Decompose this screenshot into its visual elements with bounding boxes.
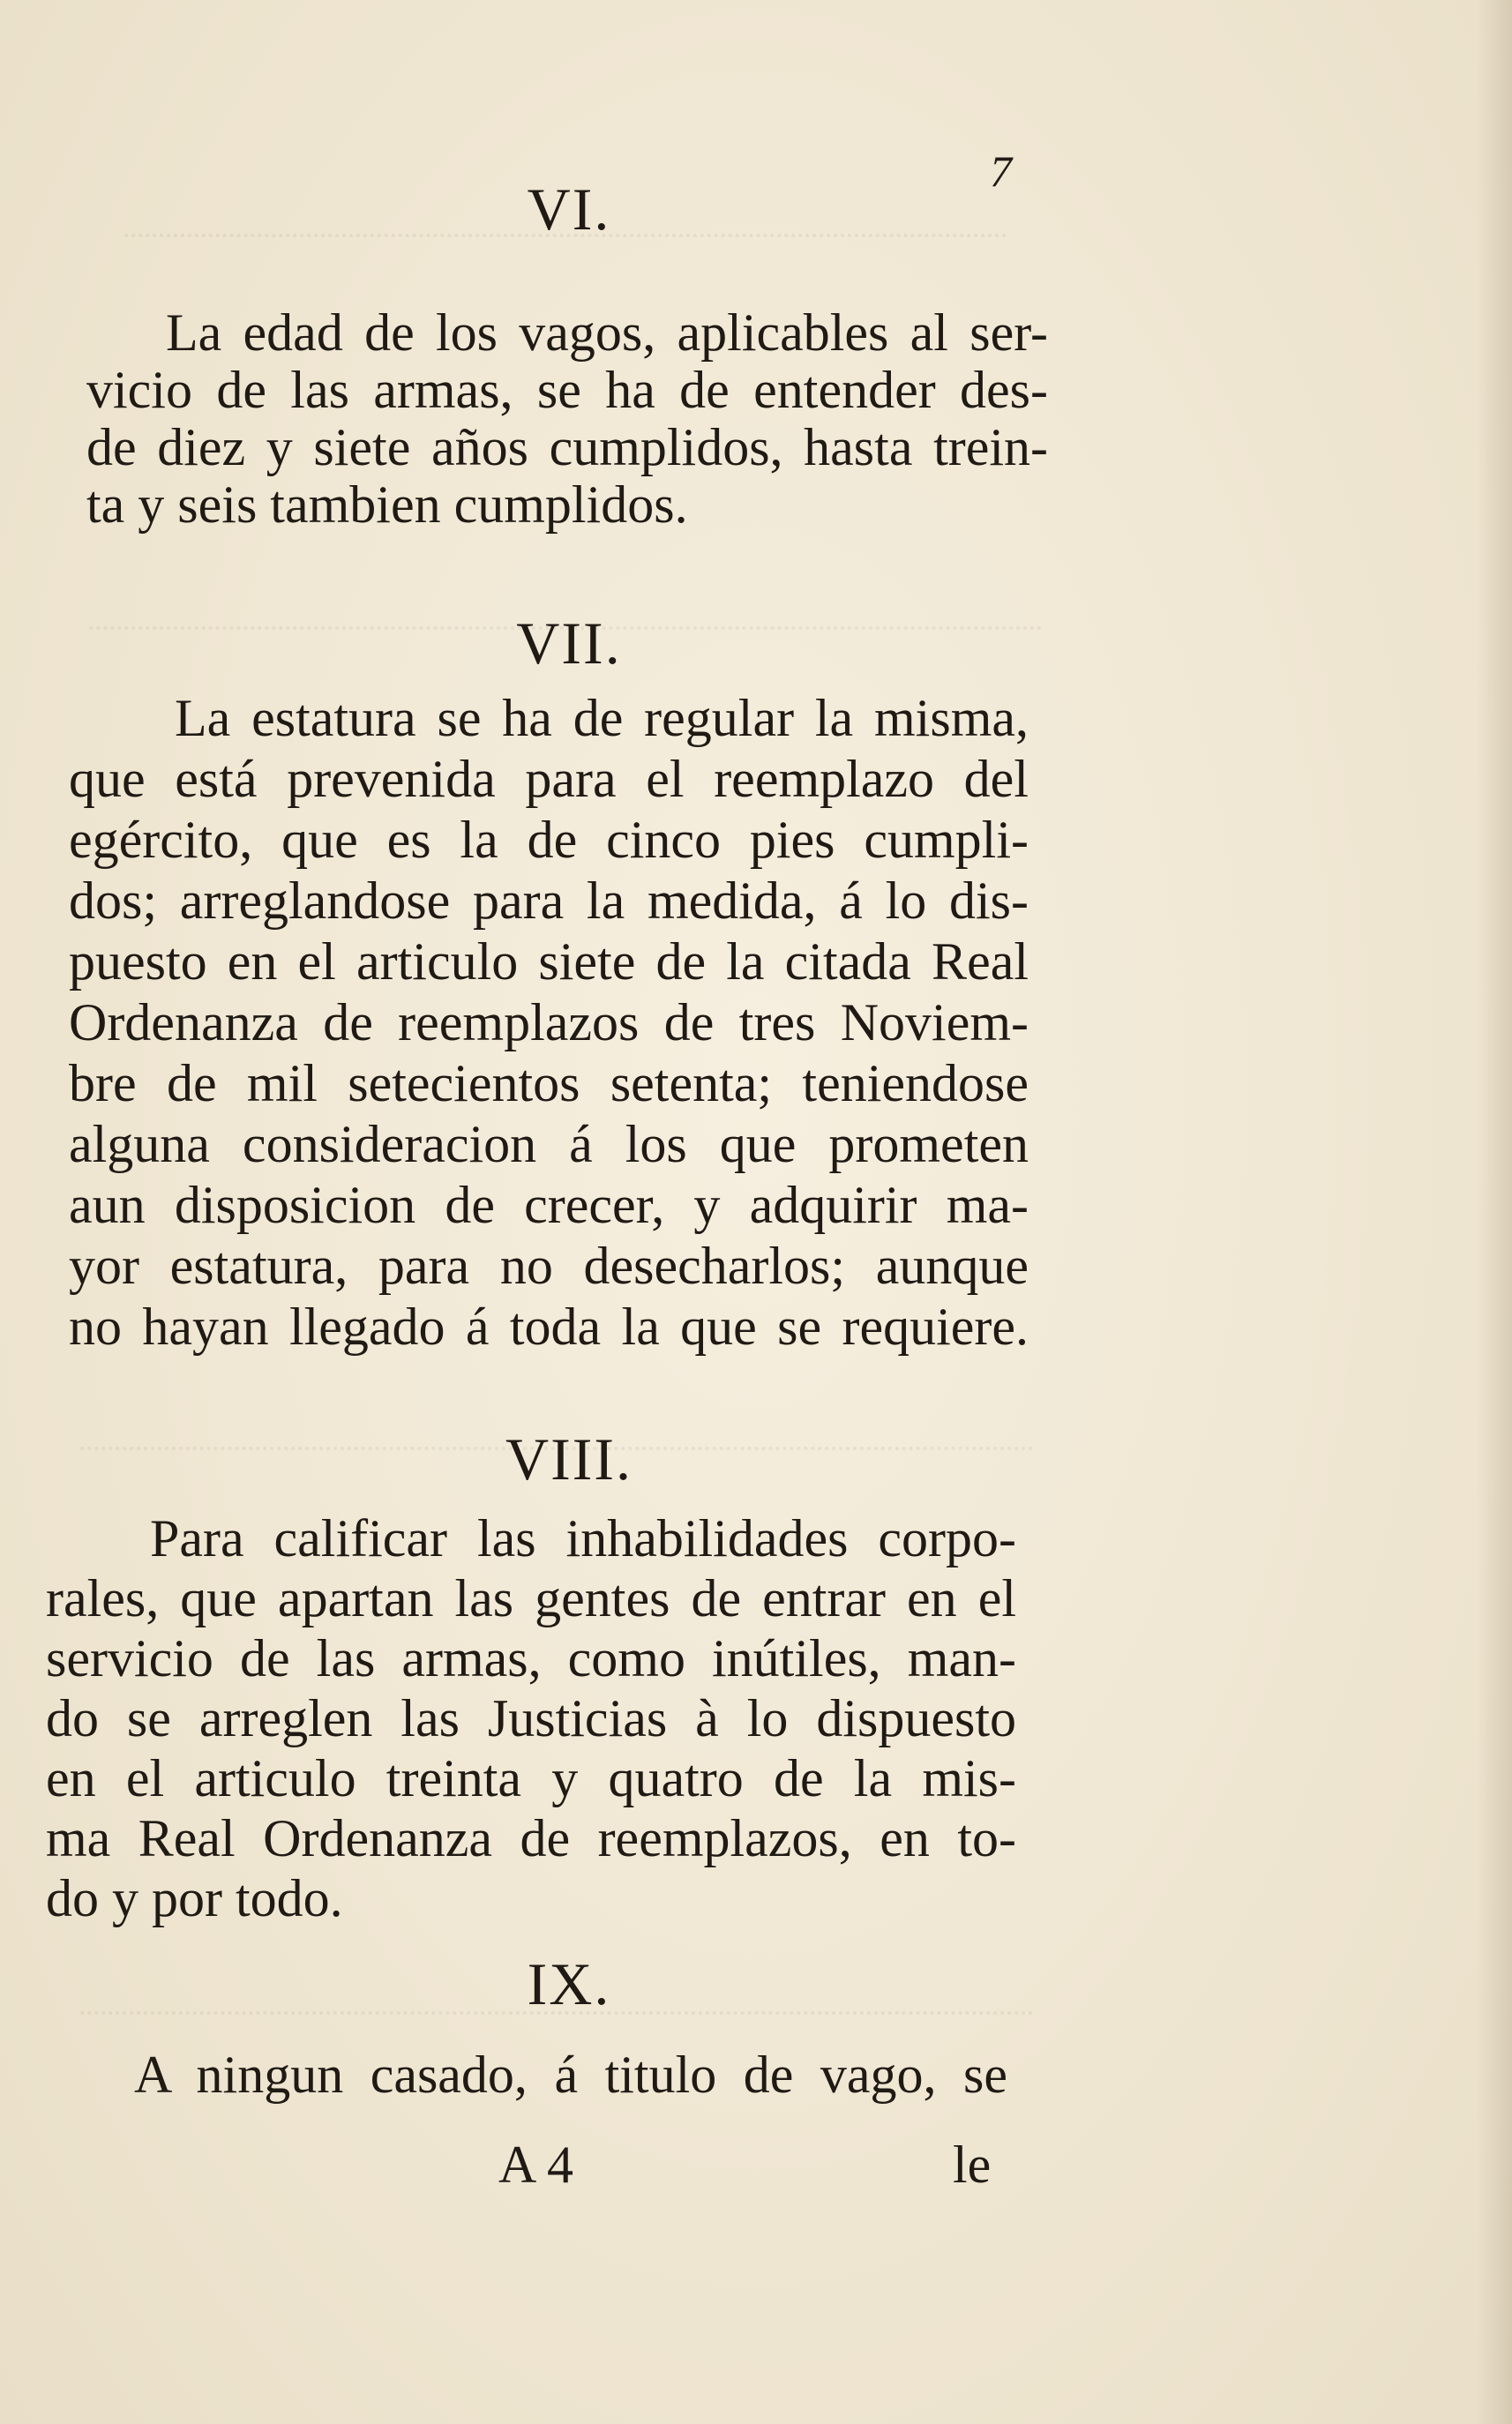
text-line: alguna consideracion á los que prometen (69, 1115, 1029, 1173)
text-line: servicio de las armas, como inútiles, man- (46, 1629, 1016, 1687)
text-line: A ningun casado, á titulo de vago, se (134, 2046, 1007, 2104)
section-viii-paragraph (46, 1508, 1016, 1928)
text-line: rales, que apartan las gentes de entrar en el (46, 1569, 1016, 1627)
section-ix-paragraph (46, 2046, 1007, 2104)
section-heading-viii: VIII. (505, 1425, 633, 1493)
text-line: Ordenanza de reemplazos de tres Noviem- (69, 993, 1029, 1051)
text-line: puesto en el articulo siete de la citada Real (69, 932, 1029, 991)
text-line: do se arreglen las Justicias à lo dispuesto (46, 1689, 1016, 1747)
text-line: do y por todo. (46, 1869, 343, 1927)
section-vi-paragraph (86, 304, 1048, 534)
text-line: ma Real Ordenanza de reemplazos, en to- (46, 1809, 1016, 1867)
text-line: La estatura se ha de regular la misma, (175, 689, 1029, 747)
section-vii-paragraph (69, 688, 1029, 1358)
text-line: ta y seis tambien cumplidos. (86, 475, 688, 534)
section-heading-vii: VII. (516, 610, 622, 677)
text-line: vicio de las armas, se ha de entender des- (86, 361, 1048, 419)
text-line: aun disposicion de crecer, y adquirir ma- (69, 1176, 1029, 1234)
text-line: bre de mil setecientos setenta; teniendose (69, 1054, 1029, 1112)
text-line: dos; arreglandose para la medida, á lo dis- (69, 872, 1029, 930)
text-line: que está prevenida para el reemplazo del (69, 750, 1029, 808)
page-edge-shadow (1477, 0, 1512, 2424)
text-line: de diez y siete años cumplidos, hasta trein- (86, 418, 1048, 476)
text-line: egército, que es la de cinco pies cumpli- (69, 811, 1029, 869)
catchword: le (953, 2136, 992, 2194)
signature-mark: A 4 (498, 2136, 574, 2194)
text-line: La edad de los vagos, aplicables al ser- (166, 303, 1048, 362)
text-line: Para calificar las inhabilidades corpo- (150, 1509, 1016, 1567)
page-number: 7 (990, 146, 1012, 196)
text-line: en el articulo treinta y quatro de la mis- (46, 1749, 1016, 1807)
text-line: yor estatura, para no desecharlos; aunque (69, 1237, 1029, 1295)
section-heading-vi: VI. (527, 176, 611, 243)
text-line: no hayan llegado á toda la que se requiere. (69, 1298, 1029, 1356)
section-heading-ix: IX. (527, 1950, 611, 2017)
